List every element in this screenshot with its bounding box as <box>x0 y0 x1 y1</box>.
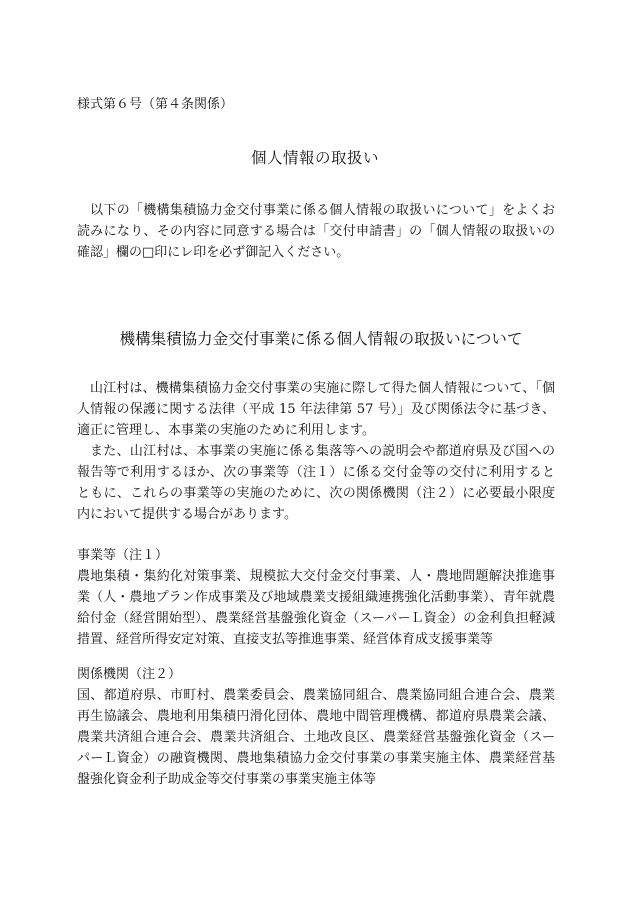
policy-paragraph-1: 山江村は、機構集積協力金交付事業の実施に際して得た個人情報について、「個人情報の保護に関する法律（平成 15 年法律第 57 号）」及び関係法令に基づき、適正に管理し、本事業の実施のために利用します。 <box>77 381 556 438</box>
policy-paragraph-2: また、山江村は、本事業の実施に係る集落等への説明会や都道府県及び国への報告等で利用するほか、次の事業等（注１）に係る交付金等の交付に利用するとともに、これらの事業等の実施のために、次の関係機関（注２）に必要最小限度内において提供する場合があります。 <box>77 444 555 522</box>
policy-body <box>77 378 555 525</box>
policy-title: 機構集積協力金交付事業に係る個人情報の取扱いについて <box>119 330 523 348</box>
agencies-heading: 関係機関（注２） <box>77 667 182 682</box>
document-title: 個人情報の取扱い <box>250 149 379 167</box>
form-number: 様式第６号（第４条関係） <box>77 97 234 112</box>
projects-section <box>77 545 555 650</box>
agencies-text: 国、都道府県、市町村、農業委員会、農業協同組合、農業協同組合連合会、農業再生協議会、農地利用集積円滑化団体、農地中間管理機構、都道府県農業会議、農業共済組合連合会、農業共済組合、土地改良区、農業経営基盤強化資金（スーパーＬ資金）の融資機関、農地集積協力金交付事業の事業実施主体、農業経営基盤強化資金利子助成金等交付事業の事業実施主体等 <box>77 688 555 787</box>
agencies-section <box>77 664 555 790</box>
intro-paragraph: 以下の「機構集積協力金交付事業に係る個人情報の取扱いについて」をよくお読みになり、その内容に同意する場合は「交付申請書」の「個人情報の取扱いの確認」欄の□印にレ印を必ず御記入ください。 <box>77 203 555 260</box>
projects-heading: 事業等（注１） <box>77 548 169 563</box>
projects-text: 農地集積・集約化対策事業、規模拡大交付金交付事業、人・農地問題解決推進事業（人・農地プラン作成事業及び地域農業支援組織連携強化活動事業）、青年就農給付金（経営開始型）、農業経営基盤強化資金（スーパーＬ資金）の金利負担軽減措置、経営所得安定対策、直接支払等推進事業、経営体育成支援事業等 <box>77 569 555 647</box>
intro-section <box>77 200 555 263</box>
